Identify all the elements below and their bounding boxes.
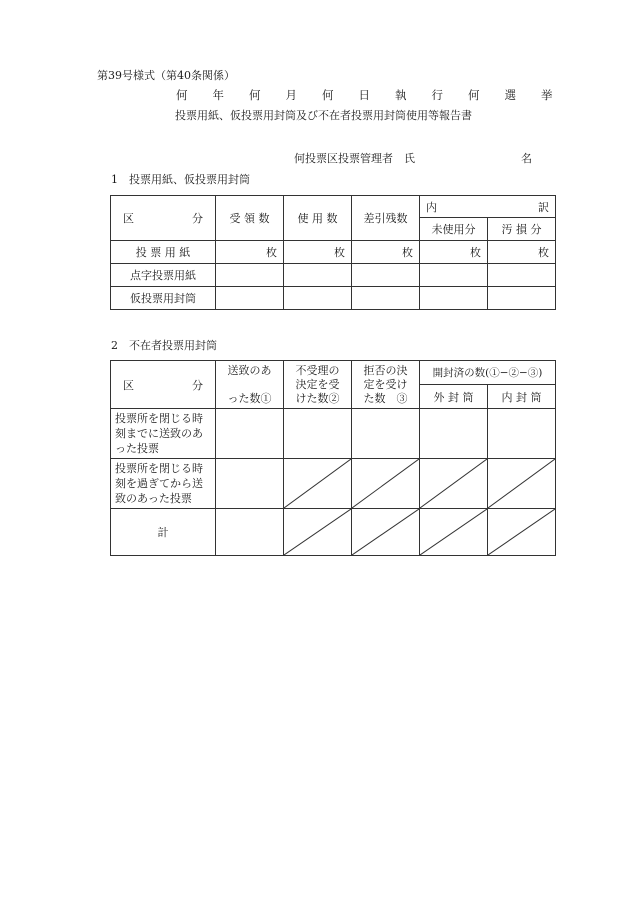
header-inner-envelope: 内 封 筒 — [488, 385, 556, 409]
report-subtitle: 投票用紙、仮投票用封筒及び不在者投票用封筒使用等報告書 — [175, 109, 472, 122]
unit-label: 枚 — [420, 241, 488, 264]
table-row — [111, 509, 556, 556]
crossed-out-cell — [284, 509, 352, 556]
input-cell[interactable] — [352, 264, 420, 287]
row-label: 仮投票用封筒 — [111, 287, 216, 310]
input-cell[interactable] — [216, 509, 284, 556]
unit-label: 枚 — [352, 241, 420, 264]
header-breakdown: 内 訳 — [420, 196, 556, 218]
manager-line — [294, 152, 532, 165]
input-cell[interactable] — [284, 409, 352, 459]
input-cell[interactable] — [488, 287, 556, 310]
input-cell[interactable] — [216, 409, 284, 459]
header-remaining: 差引残数 — [352, 196, 420, 241]
unit-label: 枚 — [216, 241, 284, 264]
input-cell[interactable] — [216, 264, 284, 287]
input-cell[interactable] — [352, 287, 420, 310]
header-kubun: 区 分 — [111, 361, 216, 409]
input-cell[interactable] — [420, 264, 488, 287]
header-used: 使 用 数 — [284, 196, 352, 241]
table-row — [111, 459, 556, 509]
input-cell[interactable] — [420, 287, 488, 310]
unit-label: 枚 — [488, 241, 556, 264]
title-word: 挙 — [541, 88, 553, 102]
crossed-out-cell — [420, 459, 488, 509]
unit-label: 枚 — [284, 241, 352, 264]
header-unused: 未使用分 — [420, 218, 488, 241]
title-word: 何 — [322, 88, 334, 102]
title-word: 執 — [395, 88, 407, 102]
ballot-paper-table — [110, 195, 556, 310]
crossed-out-cell — [488, 459, 556, 509]
header-outer-envelope: 外 封 筒 — [420, 385, 488, 409]
crossed-out-cell — [420, 509, 488, 556]
row-label: 点字投票用紙 — [111, 264, 216, 287]
input-cell[interactable] — [284, 287, 352, 310]
header-rejection-count: 拒否の決 定を受け た数 ③ — [352, 361, 420, 409]
crossed-out-cell — [488, 509, 556, 556]
row-label-total: 計 — [111, 509, 216, 556]
title-word: 月 — [285, 88, 297, 102]
header-damaged: 汚 損 分 — [488, 218, 556, 241]
row-label: 投票所を閉じる時 刻を過ぎてから送 致のあった投票 — [111, 459, 216, 509]
row-label: 投票所を閉じる時 刻までに送致のあ った投票 — [111, 409, 216, 459]
header-received: 受 領 数 — [216, 196, 284, 241]
absentee-envelope-table — [110, 360, 556, 556]
title-word: 日 — [358, 88, 370, 102]
manager-name-suffix: 名 — [521, 152, 532, 165]
table-row — [111, 241, 556, 264]
title-word: 選 — [504, 88, 516, 102]
row-label: 投 票 用 紙 — [111, 241, 216, 264]
title-word: 何 — [249, 88, 261, 102]
header-nonacceptance-count: 不受理の 決定を受 けた数② — [284, 361, 352, 409]
input-cell[interactable] — [284, 264, 352, 287]
input-cell[interactable] — [488, 409, 556, 459]
input-cell[interactable] — [488, 264, 556, 287]
table-row — [111, 287, 556, 310]
header-kubun: 区 分 — [111, 196, 216, 241]
input-cell[interactable] — [216, 459, 284, 509]
form-number: 第39号様式（第40条関係） — [97, 69, 235, 82]
input-cell[interactable] — [352, 409, 420, 459]
input-cell[interactable] — [216, 287, 284, 310]
title-word: 行 — [431, 88, 443, 102]
crossed-out-cell — [352, 459, 420, 509]
header-opened-count: 開封済の数(①−②−③) — [420, 361, 556, 385]
section1-heading: 1 投票用紙、仮投票用封筒 — [111, 173, 250, 186]
crossed-out-cell — [284, 459, 352, 509]
section2-heading: 2 不在者投票用封筒 — [111, 339, 217, 352]
header-sent-count: 送致のあ った数① — [216, 361, 284, 409]
manager-label: 何投票区投票管理者 氏 — [294, 152, 415, 165]
title-word: 年 — [212, 88, 224, 102]
title-word: 何 — [176, 88, 188, 102]
election-title — [176, 90, 553, 102]
table-row — [111, 409, 556, 459]
crossed-out-cell — [352, 509, 420, 556]
input-cell[interactable] — [420, 409, 488, 459]
table-row — [111, 264, 556, 287]
title-word: 何 — [468, 88, 480, 102]
